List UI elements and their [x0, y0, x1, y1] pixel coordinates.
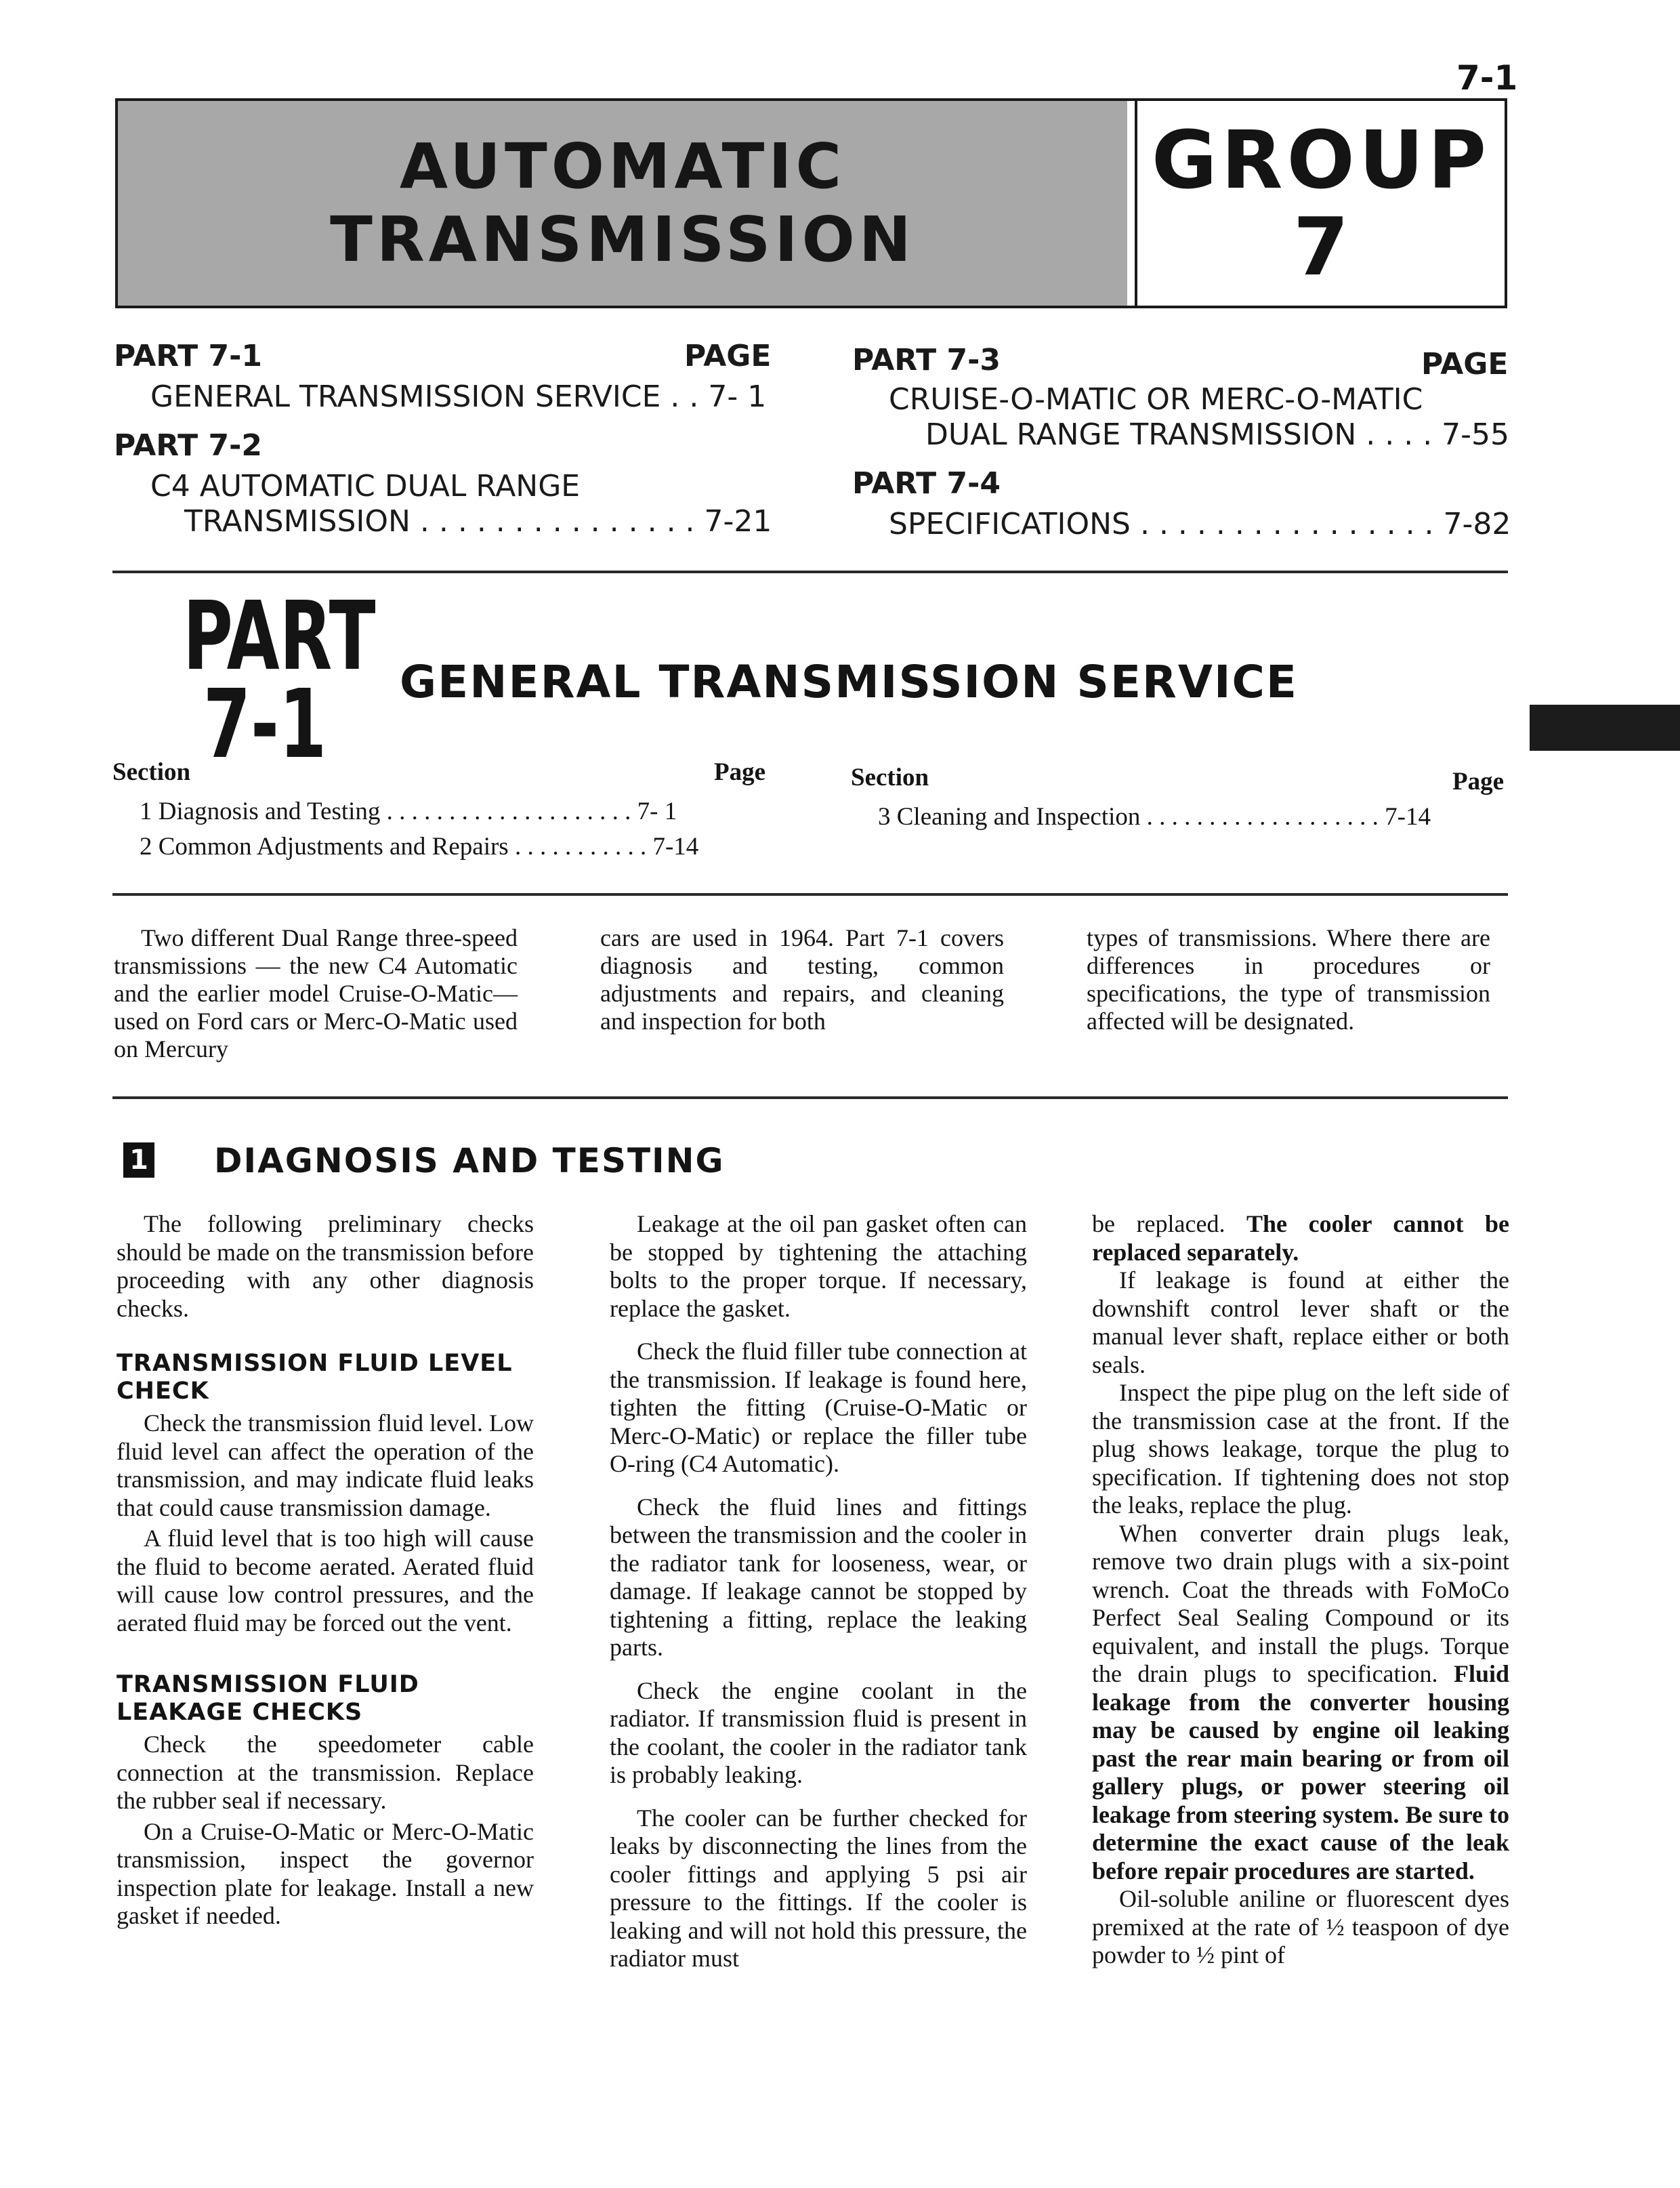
section-thumb-tab — [1530, 705, 1680, 751]
section-label-left: Section — [112, 758, 191, 786]
preliminary-checks-paragraph: The following preliminary checks should be made on the transmission before proceeding with any other diagnosis checks. — [117, 1210, 534, 1322]
toc-entry-c4-line2: TRANSMISSION . . . . . . . . . . . . . . . 7-21 — [184, 504, 772, 539]
fluid-lines-paragraph: Check the fluid lines and fittings between the transmission and the cooler in the radiator tank for looseness, wear, or damage. If leakage cannot be stopped by tightening a fitting, replace the leaking parts. — [610, 1493, 1027, 1661]
toc-entry-c4-line1: C4 AUTOMATIC DUAL RANGE — [150, 469, 581, 503]
group-box — [1135, 101, 1505, 306]
divider-toc — [112, 571, 1508, 573]
speedometer-paragraph: Check the speedometer cable connection at the transmission. Replace the rubber seal if necessary. — [117, 1731, 534, 1814]
governor-paragraph: On a Cruise-O-Matic or Merc-O-Matic transmission, inspect the governor inspection plate for leakage. Install a new gasket if needed. — [117, 1817, 534, 1929]
fluid-level-paragraph-2: A fluid level that is too high will cause the fluid to become aerated. Aerated fluid will cause low control pressures, and the aerated fluid may be forced out the vent. — [117, 1525, 534, 1636]
intro-col-3 — [1087, 924, 1490, 1035]
page-number: 7-1 — [1456, 58, 1518, 98]
filler-tube-paragraph: Check the fluid filler tube connection at the transmission. If leakage is found here, tighten the fitting (Cruise-O-Matic or Merc-O-Matic) or replace the filler tube O-ring (C4 Automatic). — [610, 1338, 1027, 1477]
intro-col-2 — [600, 924, 1004, 1035]
header-title-line2: TRANSMISSION — [330, 203, 915, 276]
header-title-line1: AUTOMATIC — [399, 130, 846, 203]
fluid-leakage-heading: TRANSMISSION FLUID LEAKAGE CHECKS — [117, 1671, 419, 1726]
fluid-level-paragraph-1: Check the transmission fluid level. Low fluid level can affect the operation of the transmission, and may indicate fluid leaks that could cause transmission damage. — [117, 1409, 534, 1521]
pipe-plug-paragraph: Inspect the pipe plug on the left side of the transmission case at the front. If the plug shows leakage, torque the plug to specification. If tightening does not stop the leaks, replace the plug. — [1092, 1379, 1509, 1519]
intro-paragraph-1: Two different Dual Range three-speed transmissions — the new C4 Automatic and the earlier model Cruise-O-Matic—used on Ford cars or Merc-O-Matic used on Mercury — [114, 924, 518, 1062]
toc-part-7-3: PART 7-3 — [852, 343, 1001, 377]
group-number: 7 — [1293, 200, 1349, 293]
toc-part-7-4: PART 7-4 — [852, 466, 1001, 501]
drain-plug-bold: Fluid leakage from the converter housing may be caused by engine oil leaking past the rear main bearing or from oil gallery plugs, or power steering oil leakage from steering system. Be sure to determine the exact cause of the leak before repair procedures are started. — [1092, 1660, 1510, 1884]
section-row-3: 3 Cleaning and Inspection . . . . . . . . . . . . . . . . . . . 7-14 — [878, 803, 1431, 831]
body-col-2 — [610, 1210, 1027, 1973]
cooler-replace-paragraph — [1092, 1210, 1509, 1266]
cooler-check-paragraph: The cooler can be further checked for leaks by disconnecting the lines from the cooler fittings and applying 5 psi air pressure to the fittings. If the cooler is leaking and will not hold this pressure, the radiator must — [610, 1804, 1027, 1972]
diagnosis-title: DIAGNOSIS AND TESTING — [214, 1141, 725, 1180]
divider-intro — [112, 1096, 1508, 1099]
part-word: PART — [183, 581, 376, 692]
body-col-3 — [1092, 1210, 1509, 1970]
coolant-paragraph: Check the engine coolant in the radiator. If transmission fluid is present in the coolant, the cooler in the radiator tank is probably leaking. — [610, 1676, 1027, 1788]
drain-plug-text: When converter drain plugs leak, remove two drain plugs with a six-point wrench. Coat the threads with FoMoCo Perfect Seal Sealing Compound or its equivalent, and install the plugs. Torque the drain plugs to specification. — [1092, 1519, 1509, 1687]
header-band — [115, 98, 1507, 308]
part-number: 7-1 — [203, 669, 327, 780]
body-col-1 — [117, 1210, 534, 1931]
section-number-badge: 1 — [123, 1142, 154, 1178]
page-label-left: Page — [714, 758, 766, 786]
divider-sections — [112, 893, 1508, 896]
toc-part-7-2: PART 7-2 — [114, 428, 262, 463]
toc-entry-cruise-line1: CRUISE-O-MATIC OR MERC-O-MATIC — [889, 382, 1423, 417]
page-label-right: Page — [1452, 768, 1505, 796]
intro-paragraph-2: cars are used in 1964. Part 7-1 covers diagnosis and testing, common adjustments and repairs, and cleaning and inspection for both — [600, 924, 1004, 1035]
header-title — [118, 101, 1127, 306]
toc-part-7-1: PART 7-1 — [114, 339, 262, 373]
drain-plug-paragraph — [1092, 1520, 1509, 1886]
dye-paragraph: Oil-soluble aniline or fluorescent dyes premixed at the rate of ½ teaspoon of dye powder to ½ pint of — [1092, 1885, 1509, 1968]
fluid-level-heading: TRANSMISSION FLUID LEVEL CHECK — [117, 1350, 513, 1405]
cooler-replace-text: be replaced. — [1092, 1210, 1225, 1237]
toc-entry-general-service: GENERAL TRANSMISSION SERVICE . . 7- 1 — [150, 379, 767, 414]
toc-page-label-right: PAGE — [1421, 347, 1509, 381]
intro-col-1 — [114, 924, 518, 1063]
toc-page-label-left: PAGE — [684, 339, 772, 373]
intro-paragraph-3: types of transmissions. Where there are differences in procedures or specifications, the type of transmission affected will be designated. — [1087, 924, 1490, 1035]
section-row-2: 2 Common Adjustments and Repairs . . . . . . . . . . . 7-14 — [140, 833, 699, 861]
section-label-right: Section — [851, 764, 929, 791]
section-row-1: 1 Diagnosis and Testing . . . . . . . . . . . . . . . . . . . . 7- 1 — [140, 798, 677, 825]
toc-entry-cruise-line2: DUAL RANGE TRANSMISSION . . . . 7-55 — [925, 417, 1510, 452]
lever-shaft-paragraph: If leakage is found at either the downshift control lever shaft or the manual lever shaft, replace either or both seals. — [1092, 1266, 1509, 1378]
group-label: GROUP — [1151, 113, 1491, 207]
cooler-replace-bold: The cooler cannot be replaced separately. — [1092, 1210, 1510, 1266]
oil-pan-paragraph: Leakage at the oil pan gasket often can be stopped by tightening the attaching bolts to the proper torque. If necessary, replace the gasket. — [610, 1210, 1027, 1322]
part-title: GENERAL TRANSMISSION SERVICE — [400, 656, 1299, 708]
toc-entry-specifications: SPECIFICATIONS . . . . . . . . . . . . . . . . 7-82 — [889, 507, 1511, 541]
